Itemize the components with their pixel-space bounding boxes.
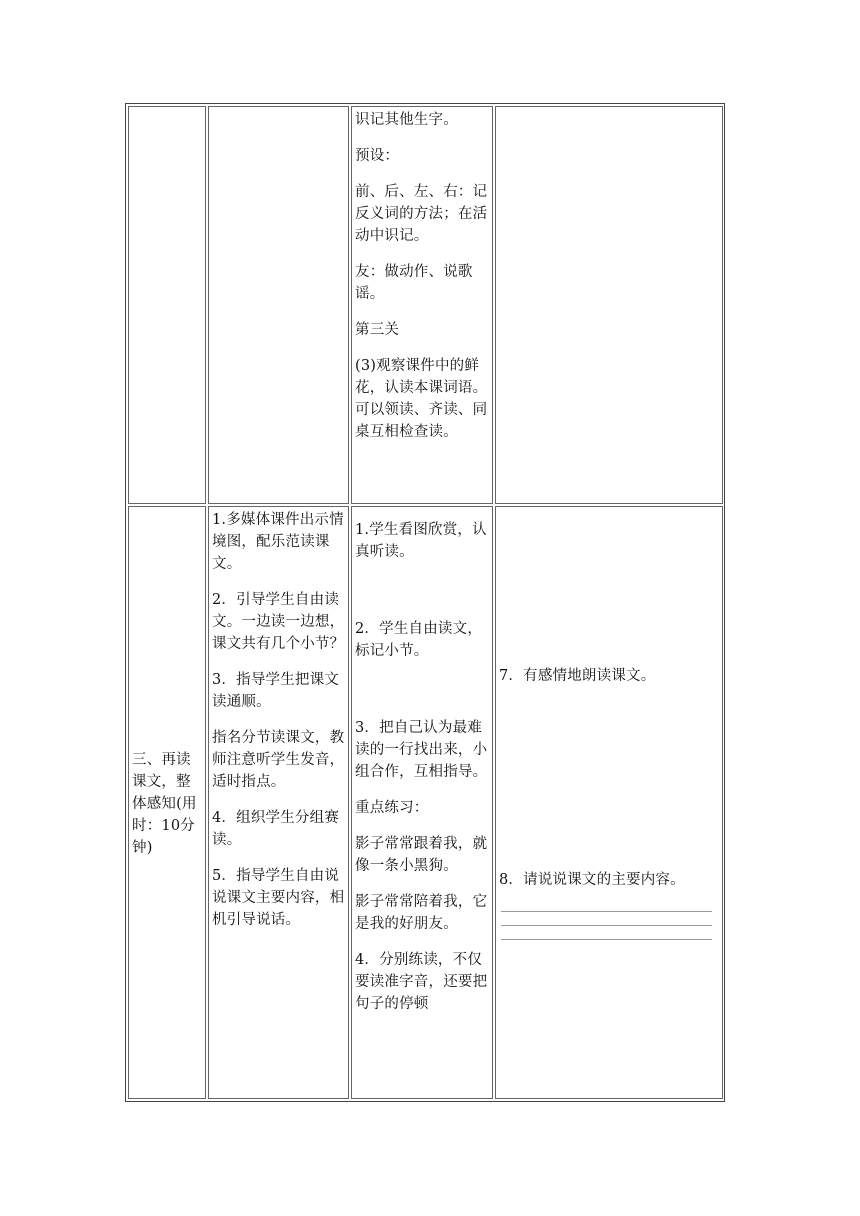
row1-col1-cell: [128, 106, 206, 504]
paragraph: 1.多媒体课件出示情境图，配乐范读课文。: [212, 512, 344, 572]
paragraph: 3．把自己认为最难读的一行找出来，小组合作，互相指导。: [355, 720, 488, 780]
row2-col4-cell: [495, 506, 723, 1099]
paragraph: 3．指导学生把课文读通顺。: [212, 672, 340, 710]
lesson-table: [125, 103, 725, 1102]
answer-line: [501, 939, 712, 940]
paragraph: 前、后、左、右：记反义词的方法；在活动中识记。: [355, 184, 488, 244]
paragraph: 预设：: [355, 148, 400, 164]
answer-line: [501, 925, 712, 926]
paragraph: (3)观察课件中的鲜花，认读本课词语。可以领读、齐读、同桌互相检查读。: [355, 358, 488, 440]
row1-col2-cell: [208, 106, 349, 504]
paragraph: 7．有感情地朗读课文。: [499, 668, 656, 684]
row1-col4-cell: [495, 106, 723, 504]
paragraph: 1.学生看图欣赏，认真听读。: [355, 522, 487, 560]
paragraph: 5．指导学生自由说说课文主要内容，相机引导说话。: [212, 868, 345, 928]
paragraph: 2．学生自由读文，标记小节。: [355, 621, 483, 659]
paragraph: 4．组织学生分组赛读。: [212, 810, 340, 848]
paragraph: 友：做动作、说歌谣。: [355, 264, 473, 302]
row1-col3-cell: [351, 106, 493, 504]
paragraph: 影子常常跟着我，就像一条小黑狗。: [355, 836, 488, 874]
row2-col3-cell: [351, 506, 493, 1099]
paragraph: 影子常常陪着我，它是我的好朋友。: [355, 894, 488, 932]
row2-col2-cell: [208, 506, 349, 1099]
paragraph: 4．分别练读，不仅要读准字音，还要把句子的停顿: [355, 952, 488, 1012]
row2-col1-cell: [128, 506, 206, 1099]
paragraph: 识记其他生字。: [355, 112, 458, 128]
paragraph: 8．请说说课文的主要内容。: [499, 872, 685, 888]
paragraph: 2．引导学生自由读文。一边读一边想，课文共有几个小节？: [212, 592, 345, 652]
paragraph: 第三关: [355, 322, 400, 338]
section-title: 三、再读课文，整体感知(用时：10分钟): [132, 751, 197, 856]
answer-line: [501, 911, 712, 912]
paragraph: 重点练习：: [355, 800, 429, 816]
paragraph: 指名分节读课文，教师注意听学生发音，适时指点。: [212, 730, 345, 790]
